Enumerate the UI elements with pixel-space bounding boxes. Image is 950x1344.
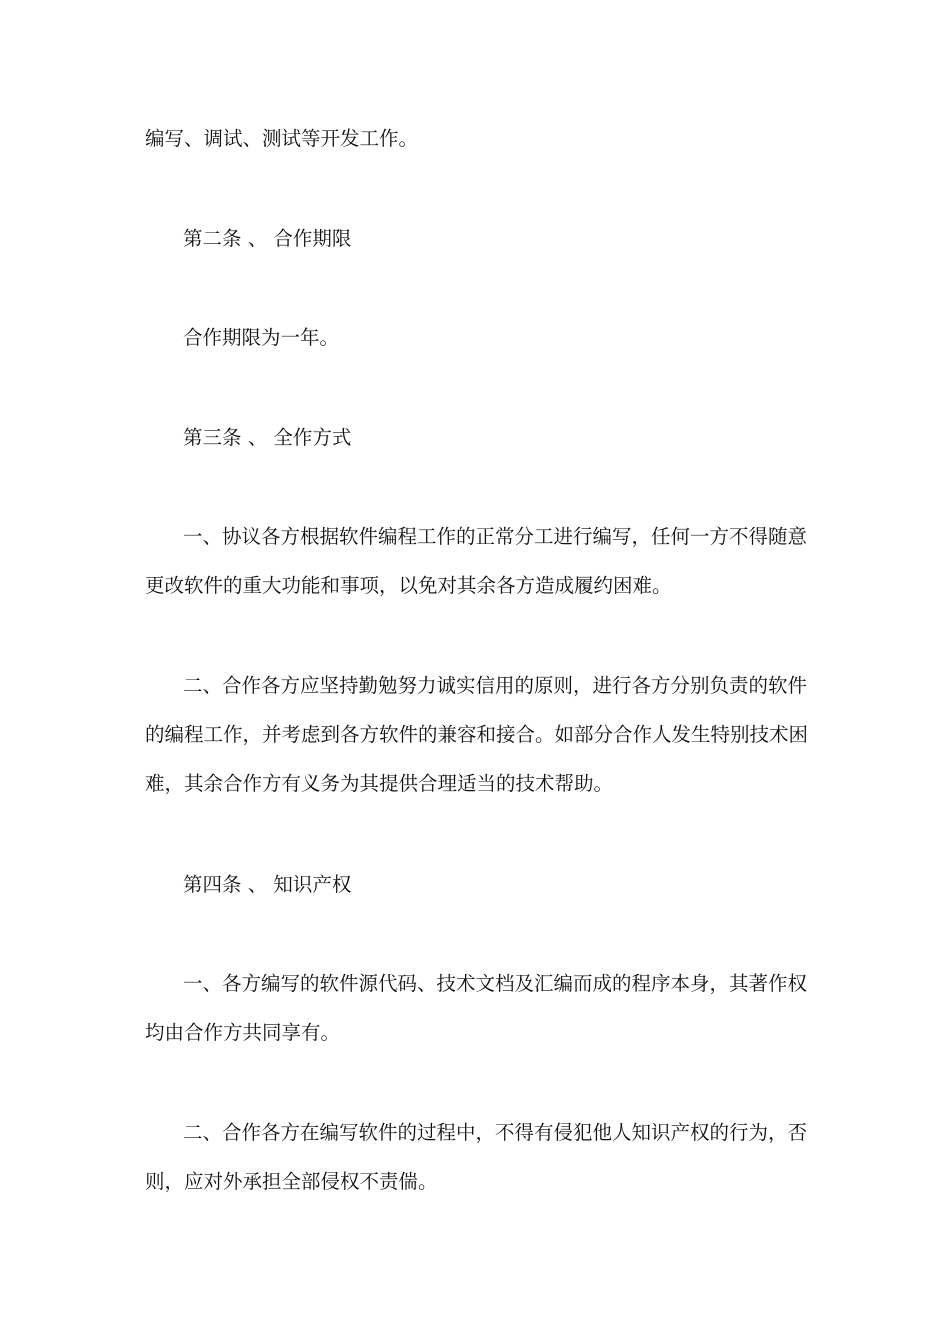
body-text-line: 更改软件的重大功能和事项，以免对其余各方造成履约困难。 — [145, 574, 672, 597]
body-text-line: 则，应对外承担全部侵权不责偳。 — [145, 1170, 438, 1193]
body-text-line: 一、协议各方根据软件编程工作的正常分工进行编写，任何一方不得随意 — [183, 525, 808, 548]
body-text-line: 编写、调试、测试等开发工作。 — [145, 127, 419, 150]
body-text-line: 难，其余合作方有义务为其提供合理适当的技术帮助。 — [145, 772, 614, 795]
body-text-line: 二、合作各方在编写软件的过程中，不得有侵犯他人知识产权的行为，否 — [183, 1121, 808, 1144]
body-text-line: 的编程工作，并考虑到各方软件的兼容和接合。如部分合作人发生特别技术困 — [145, 723, 809, 746]
body-text-line: 均由合作方共同享有。 — [145, 1021, 341, 1044]
article-heading: 第四条 、 知识产权 — [183, 873, 352, 896]
article-heading: 第二条 、 合作期限 — [183, 227, 352, 250]
article-heading: 第三条 、 全作方式 — [183, 426, 352, 449]
body-text-line: 二、合作各方应坚持勤勉努力诚实信用的原则，进行各方分别负责的软件 — [183, 674, 808, 697]
body-text-line: 一、各方编写的软件源代码、技术文档及汇编而成的程序本身，其著作权 — [183, 972, 808, 995]
body-text-line: 合作期限为一年。 — [183, 326, 340, 349]
